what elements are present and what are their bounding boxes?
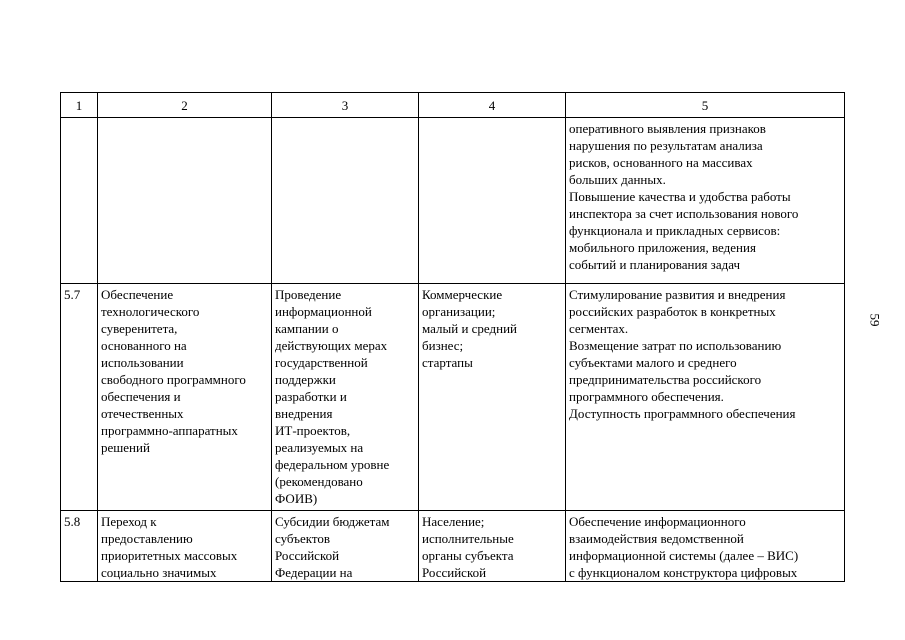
- cell-text-line: федеральном уровне: [275, 457, 390, 472]
- cell-text-line: информационной: [275, 304, 372, 319]
- row-number-cell: [61, 118, 98, 284]
- cell-text-line: оперативного выявления признаков: [569, 121, 766, 136]
- cell-text-line: Возмещение затрат по использованию: [569, 338, 782, 353]
- cell-text-line: Население;: [422, 514, 485, 529]
- table-cell-c3: [272, 118, 419, 284]
- cell-text-line: событий и планирования задач: [569, 257, 740, 272]
- table-cell-c5: [566, 284, 845, 511]
- cell-text-line: Российской: [275, 548, 340, 563]
- cell-text-line: стартапы: [422, 355, 473, 370]
- table-cell-c3: [272, 284, 419, 511]
- cell-text-line: Коммерческие: [422, 287, 503, 302]
- cell-text-line: рисков, основанного на массивах: [569, 155, 753, 170]
- table-cell-c3: [272, 511, 419, 582]
- cell-text-line: (рекомендовано: [275, 474, 363, 489]
- row-number-cell: 5.7: [61, 284, 98, 511]
- cell-text-line: кампании о: [275, 321, 339, 336]
- cell-text-line: субъектами малого и среднего: [569, 355, 737, 370]
- document-table: [60, 92, 845, 582]
- table-cell-c4: [419, 284, 566, 511]
- cell-text-line: взаимодействия ведомственной: [569, 531, 744, 546]
- cell-text-line: Обеспечение информационного: [569, 514, 746, 529]
- cell-text-line: Стимулирование развития и внедрения: [569, 287, 786, 302]
- column-header: 1: [61, 93, 98, 118]
- table-row: [61, 118, 845, 284]
- table-cell-c5: [566, 118, 845, 284]
- table-cell-c2: [98, 511, 272, 582]
- page-number: 59: [867, 313, 883, 327]
- cell-text-line: основанного на: [101, 338, 187, 353]
- table-cell-c4: [419, 511, 566, 582]
- cell-text-line: поддержки: [275, 372, 336, 387]
- cell-text-line: Субсидии бюджетам: [275, 514, 390, 529]
- cell-text-line: российских разработок в конкретных: [569, 304, 776, 319]
- table-cell-c2: [98, 118, 272, 284]
- cell-text-line: обеспечения и: [101, 389, 181, 404]
- cell-text-line: свободного программного: [101, 372, 246, 387]
- table-header-row: [61, 93, 845, 118]
- row-number-cell: 5.8: [61, 511, 98, 582]
- cell-text-line: внедрения: [275, 406, 333, 421]
- cell-text-line: Переход к: [101, 514, 157, 529]
- cell-text-line: технологического: [101, 304, 200, 319]
- cell-text-line: Российской: [422, 565, 487, 580]
- cell-text-line: нарушения по результатам анализа: [569, 138, 763, 153]
- table-row: [61, 511, 845, 582]
- column-header: 4: [419, 93, 566, 118]
- cell-text-line: ИТ-проектов,: [275, 423, 351, 438]
- cell-text-line: субъектов: [275, 531, 331, 546]
- cell-text-line: информационной системы (далее – ВИС): [569, 548, 799, 563]
- cell-text-line: суверенитета,: [101, 321, 178, 336]
- column-header: 2: [98, 93, 272, 118]
- cell-text-line: государственной: [275, 355, 368, 370]
- cell-text-line: функционала и прикладных сервисов:: [569, 223, 781, 238]
- cell-text-line: программного обеспечения.: [569, 389, 724, 404]
- cell-text-line: решений: [101, 440, 150, 455]
- cell-text-line: разработки и: [275, 389, 347, 404]
- column-header: 3: [272, 93, 419, 118]
- cell-text-line: использовании: [101, 355, 184, 370]
- cell-text-line: организации;: [422, 304, 496, 319]
- cell-text-line: бизнес;: [422, 338, 464, 353]
- cell-text-line: с функционалом конструктора цифровых: [569, 565, 798, 580]
- cell-text-line: приоритетных массовых: [101, 548, 238, 563]
- cell-text-line: Федерации на: [275, 565, 353, 580]
- cell-text-line: малый и средний: [422, 321, 518, 336]
- cell-text-line: реализуемых на: [275, 440, 364, 455]
- cell-text-line: ФОИВ): [275, 491, 318, 506]
- table-cell-c5: [566, 511, 845, 582]
- table-cell-c4: [419, 118, 566, 284]
- cell-text-line: предоставлению: [101, 531, 193, 546]
- cell-text-line: исполнительные: [422, 531, 514, 546]
- cell-text-line: мобильного приложения, ведения: [569, 240, 756, 255]
- cell-text-line: действующих мерах: [275, 338, 388, 353]
- cell-text-line: программно-аппаратных: [101, 423, 238, 438]
- table-cell-c2: [98, 284, 272, 511]
- cell-text-line: больших данных.: [569, 172, 666, 187]
- cell-text-line: отечественных: [101, 406, 184, 421]
- cell-text-line: Проведение: [275, 287, 342, 302]
- cell-text-line: Обеспечение: [101, 287, 174, 302]
- cell-text-line: органы субъекта: [422, 548, 514, 563]
- cell-text-line: Доступность программного обеспечения: [569, 406, 796, 421]
- table-row: [61, 284, 845, 511]
- cell-text-line: предпринимательства российского: [569, 372, 762, 387]
- column-header: 5: [566, 93, 845, 118]
- cell-text-line: Повышение качества и удобства работы: [569, 189, 791, 204]
- cell-text-line: сегментах.: [569, 321, 629, 336]
- cell-text-line: инспектора за счет использования нового: [569, 206, 799, 221]
- cell-text-line: социально значимых: [101, 565, 217, 580]
